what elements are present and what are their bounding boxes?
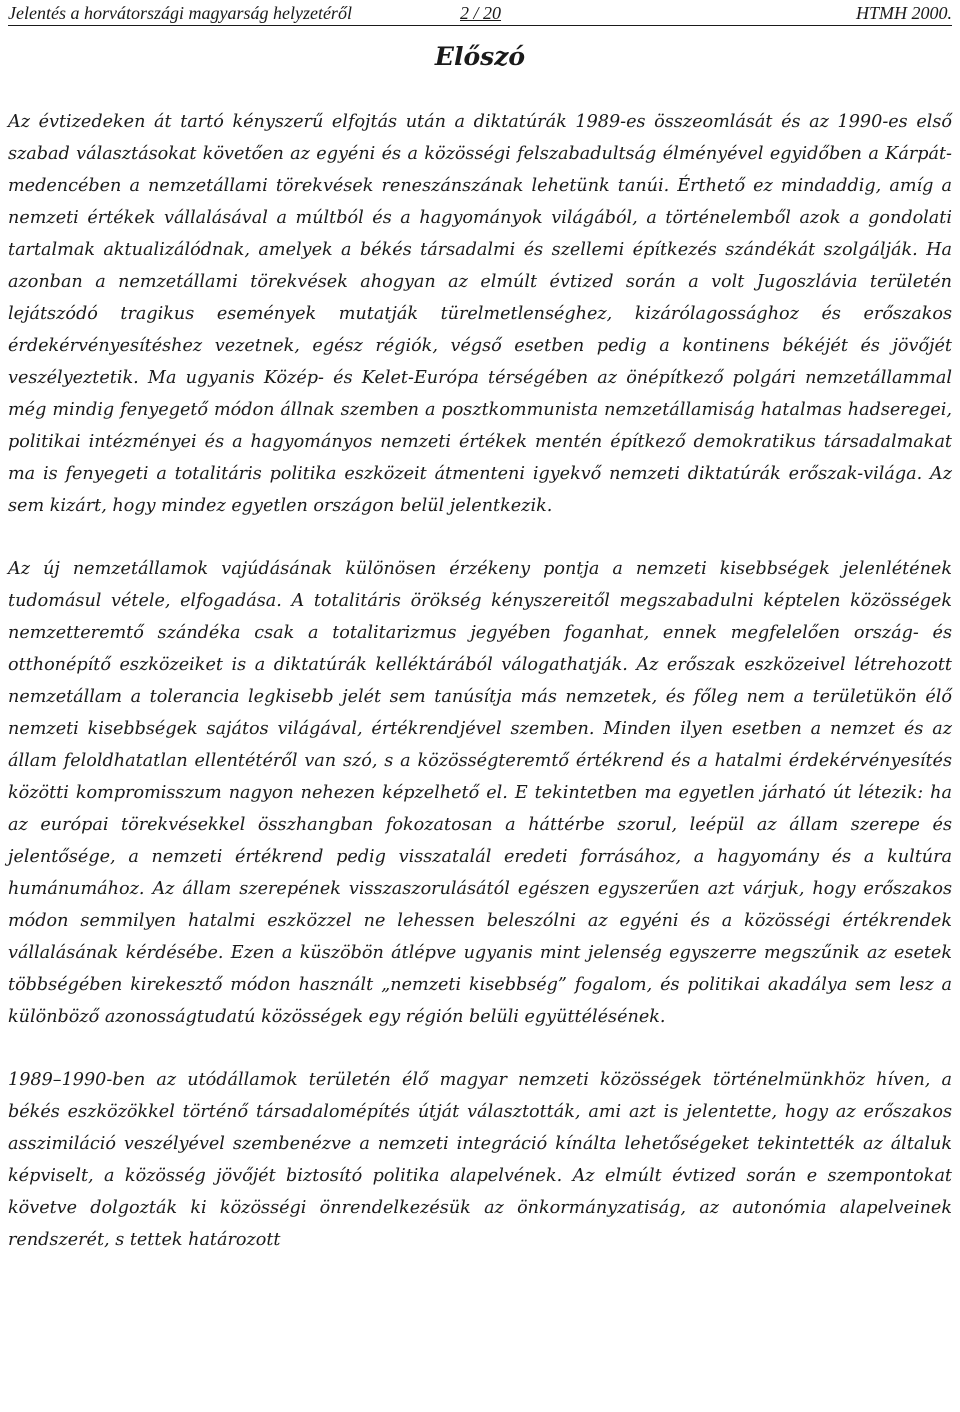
header-rule (8, 25, 952, 26)
paragraph-2: Az új nemzetállamok vajúdásának különösen érzékeny pontja a nemzeti kisebbségek jelenlétének tudomásul vétele, elfogadása. A totalitáris örökség kényszereitől megszabadulni képtelen közösségek nemzetteremtő szándéka csak a totalitarizmus jegyében foganhat, ennek megfelelően ország- és otthonépítő eszközeiket is a diktatúrák kelléktárából válogathatják. Az erőszak eszközeivel létrehozott nemzetállam a tolerancia legkisebb jelét sem tanúsítja más nemzetek, és főleg nem a területükön élő nemzeti kisebbségek sajátos világával, értékrendjével szemben. Minden ilyen esetben a nemzet és az állam feloldhatatlan ellentétéről van szó, s a közösségteremtő értékrend és a hatalmi érdekérvényesítés közötti kompromisszum nagyon nehezen képzelhető el. E tekintetben ma egyetlen járható út létezik: ha az európai törekvésekkel összhangban fokozatosan a háttérbe szorul, leépül az állam szerepe és jelentősége, a nemzeti értékrend pedig visszatalál eredeti forrásához, a hagyomány és a kultúra humánumához. Az állam szerepének visszaszorulásától egészen egyszerűen azt várjuk, hogy erőszakos módon semmilyen hatalmi eszközzel ne lehessen beleszólni az egyéni és a közösségi értékrendek vállalásának kérdésébe. Ezen a küszöbön átlépve ugyanis mint jelenség egyszerre megszűnik az esetek többségében kirekesztő módon használt „nemzeti kisebbség” fogalom, és politikai akadálya sem lesz a különböző azonosságtudatú közösségek egy régión belüli együttélésének. (8, 559, 952, 1027)
header-publisher-year: HTMH 2000. (855, 3, 952, 23)
paragraph-1: Az évtizedeken át tartó kényszerű elfojtás után a diktatúrák 1989-es összeomlását és az 1990-es első szabad választásokat követően az egyéni és a közösségi felszabadultság élményével egyidőben a Kárpát-medencében a nemzetállami törekvések reneszánszának lehetünk tanúi. Érthető ez mindaddig, amíg a nemzeti értékek vállalásával a múltból és a hagyományok világából, a történelemből azok a gondolati tartalmak aktualizálódnak, amelyek a békés társadalmi és szellemi építkezés szándékát szolgálják. Ha azonban a nemzetállami törekvések ahogyan az elmúlt évtized során a volt Jugoszlávia területén lejátszódó tragikus események mutatják türelmetlenséghez, kizárólagossághoz és erőszakos érdekérvényesítéshez vezetnek, egész régiók, végső esetben pedig a kontinens békéjét és jövőjét veszélyeztetik. Ma ugyanis Közép- és Kelet-Európa térségében az önépítkező polgári nemzetállammal még mindig fenyegető módon állnak szemben a posztkommunista nemzetállamiság hatalmas hadseregei, politikai intézményei és a hagyományos nemzeti értékek mentén építkező demokratikus társadalmakat ma is fenyegeti a totalitáris politika eszközeit átmenteni igyekvő nemzeti diktatúrák erőszak-világa. Az sem kizárt, hogy mindez egyetlen országon belül jelentkezik. (8, 112, 952, 516)
header-document-title: Jelentés a horvátországi magyarság helyzetéről (8, 3, 352, 23)
paragraph-3: 1989–1990-ben az utódállamok területén élő magyar nemzeti közösségek történelmünkhöz híven, a békés eszközökkel történő társadalomépítés útját választották, ami azt is jelentette, hogy az erőszakos asszimiláció veszélyével szembenézve a nemzeti integráció kínálta lehetőségeket tekintették az általuk képviselt, a közösség jövőjét biztosító politika alapelvének. Az elmúlt évtized során e szempontokat követve dolgozták ki közösségi önrendelkezésük az önkormányzatiság, az autonómia alapelveinek rendszerét, s tettek határozott (8, 1070, 952, 1250)
page-header (8, 3, 952, 25)
header-page-number: 2 / 20 (460, 3, 502, 23)
document-body (8, 106, 952, 1287)
section-title: Előszó (434, 42, 526, 71)
